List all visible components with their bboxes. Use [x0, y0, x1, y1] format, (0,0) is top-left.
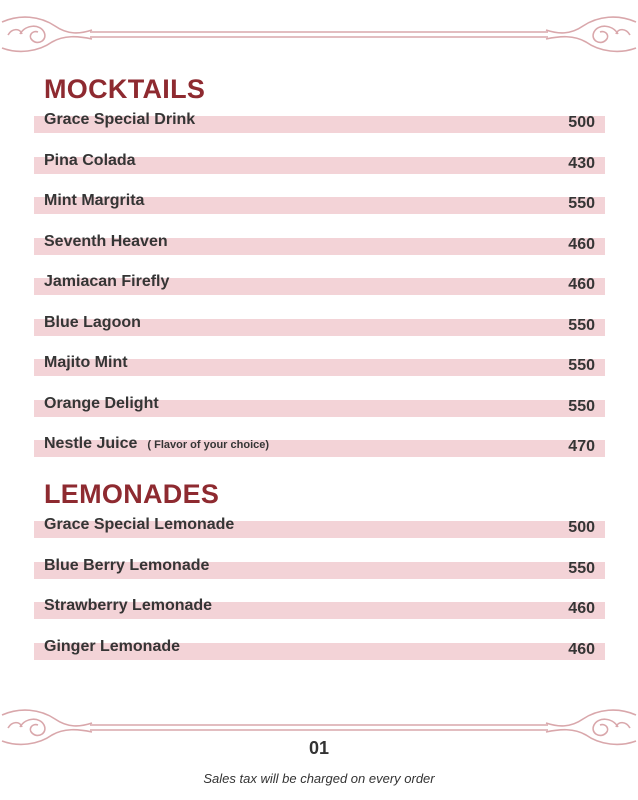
menu-item-row: [34, 269, 605, 310]
menu-item-row: [34, 350, 605, 391]
item-name: Blue Berry Lemonade: [44, 556, 210, 574]
menu-item-row: [34, 148, 605, 189]
item-price: 500: [568, 519, 595, 536]
item-price: 460: [568, 640, 595, 658]
menu-item-row: [34, 593, 605, 634]
item-name: Grace Special Drink: [44, 111, 196, 128]
item-name: Jamiacan Firefly: [44, 273, 170, 290]
item-price: 460: [568, 235, 595, 253]
item-price: 550: [568, 559, 595, 577]
menu-item-row: [34, 553, 605, 594]
section-title-mocktails: MOCKTAILS: [44, 74, 206, 104]
menu-item-row: [34, 229, 605, 270]
menu-item-row: [34, 310, 605, 351]
menu-item-row: [34, 391, 605, 432]
item-name: Majito Mint: [44, 354, 128, 371]
item-name: Blue Lagoon: [44, 313, 141, 331]
item-name: Mint Margrita: [44, 192, 145, 209]
item-name: Orange Delight: [44, 394, 159, 412]
item-name: Strawberry Lemonade: [44, 597, 213, 614]
menu-item-row: [34, 512, 605, 553]
item-name: Seventh Heaven: [44, 232, 168, 250]
item-price: 550: [568, 195, 595, 212]
item-name: Grace Special Lemonade: [44, 516, 235, 533]
item-name: [44, 435, 269, 453]
item-name: Pina Colada: [44, 151, 136, 169]
page-number: 01: [308, 738, 330, 758]
item-price: 430: [568, 154, 595, 172]
top-ornament-border: [0, 10, 638, 60]
menu-item-row: [34, 188, 605, 229]
item-price: 460: [568, 600, 595, 617]
item-price: 500: [568, 114, 595, 131]
menu-item-row: [34, 107, 605, 148]
menu-item-row: [34, 431, 605, 472]
item-price: 470: [568, 438, 595, 455]
item-price: 550: [568, 357, 595, 374]
mocktails-list: [34, 107, 605, 472]
item-name-text: Nestle Juice: [44, 435, 138, 452]
section-title-lemonades: LEMONADES: [44, 479, 220, 509]
lemonades-list: [34, 512, 605, 674]
item-note: ( Flavor of your choice): [147, 439, 270, 451]
sales-tax-note: Sales tax will be charged on every order: [203, 771, 435, 786]
item-name: Ginger Lemonade: [44, 637, 181, 655]
menu-item-row: [34, 634, 605, 675]
item-price: 550: [568, 397, 595, 415]
item-price: 460: [568, 276, 595, 293]
item-price: 550: [568, 316, 595, 334]
